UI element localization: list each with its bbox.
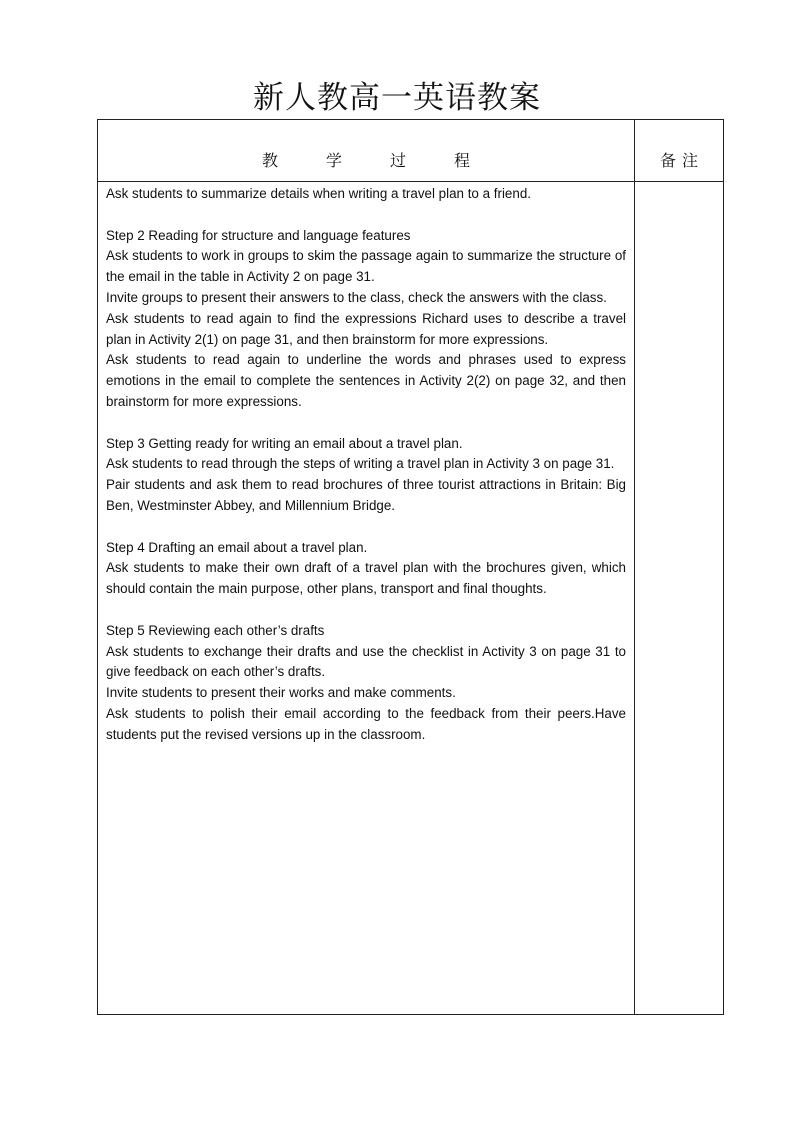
blank-line [106, 205, 626, 226]
content-paragraph: Invite groups to present their answers to the class, check the answers with the class. [106, 289, 607, 305]
teaching-process-content [98, 182, 635, 1015]
content-paragraph: Ask students to exchange their drafts and use the checklist in Activity 3 on page 31 to give feedback on each other’s drafts. [106, 643, 626, 680]
notes-header [635, 120, 724, 182]
header-char: 程 [454, 151, 471, 170]
header-char: 教 [261, 151, 278, 170]
content-paragraph: Ask students to summarize details when writing a travel plan to a friend. [106, 186, 531, 201]
content-paragraph: Step 4 Drafting an email about a travel plan. [106, 539, 368, 555]
table-header-row [98, 120, 724, 182]
content-paragraph: Invite students to present their works and make comments. [106, 685, 456, 701]
lesson-plan-table [97, 119, 724, 1015]
header-char: 过 [390, 151, 407, 170]
document-title: 新人教高一英语教案 [253, 80, 541, 116]
content-paragraph: Ask students to read again to find the expressions Richard uses to describe a travel plan in Activity 2(1) on page 31, and then brainstorm for more expressions. [106, 310, 626, 347]
teaching-process-header [98, 120, 635, 182]
content-paragraph: Ask students to make their own draft of a travel plan with the brochures given, which should contain the main purpose, other plans, transport and final thoughts. [106, 560, 626, 597]
header-char: 学 [325, 151, 342, 170]
content-paragraph: Ask students to work in groups to skim the passage again to summarize the structure of the email in the table in Activity 2 on page 31. [106, 248, 626, 285]
header-char: 注 [682, 151, 699, 170]
content-paragraph: Ask students to read again to underline the words and phrases used to express emotions in the email to complete the sentences in Activity 2(2) on page 32, and then brainstorm for more expressions. [106, 352, 626, 409]
content-paragraph: Step 2 Reading for structure and language features [106, 227, 411, 243]
content-paragraph: Ask students to read through the steps of writing a travel plan in Activity 3 on page 31. [106, 456, 615, 472]
content-paragraph: Ask students to polish their email according to the feedback from their peers.Have students put the revised versions up in the classroom. [106, 705, 626, 742]
content-paragraph: Step 5 Reviewing each other’s drafts [106, 622, 325, 638]
content-paragraph: Step 3 Getting ready for writing an email about a travel plan. [106, 435, 463, 451]
blank-line [106, 517, 626, 538]
notes-content [635, 182, 724, 1015]
content-paragraph: Pair students and ask them to read brochures of three tourist attractions in Britain: Big Ben, Westminster Abbey, and Millennium Bridge. [106, 477, 626, 513]
table-body-row [98, 182, 724, 1015]
header-char: 备 [659, 151, 676, 170]
blank-line [106, 600, 626, 621]
blank-line [106, 413, 626, 434]
